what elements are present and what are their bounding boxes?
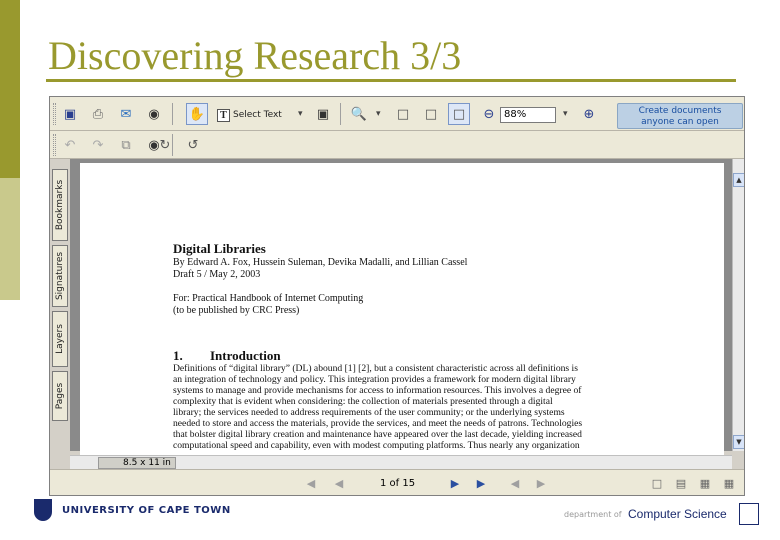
body-line: needed to store and access the materials, provide the services, and meet the needs of patrons. Technologies [173,418,583,429]
promo-line-1: Create documents [638,106,722,116]
accent-bar-light [0,178,20,300]
department-name: Computer Science [628,507,727,521]
body-line: an integration of technology and policy. This integration provides a framework for modern digital library [173,374,576,385]
tab-layers[interactable]: Layers [52,311,68,367]
go-forward-icon[interactable]: ▶ [536,477,546,490]
actual-size-icon[interactable]: □ [396,106,410,122]
document-page [80,163,724,463]
slide-title: Discovering Research 3/3 [48,33,462,78]
search-icon[interactable]: ◉ [148,106,160,122]
redo-icon[interactable]: ↷ [92,137,104,153]
facing-icon[interactable]: ▦ [699,477,711,490]
department-logo-icon [739,503,759,525]
university-name: UNIVERSITY OF CAPE TOWN [62,505,231,516]
hand-tool-icon[interactable]: ✋ [186,103,208,125]
previous-page-icon[interactable]: ◀ [334,477,344,490]
slide-footer [0,496,780,540]
save-icon[interactable]: ▣ [63,106,77,122]
toolbar-grip[interactable] [53,134,56,156]
next-page-icon[interactable]: ▶ [450,477,460,490]
first-page-icon[interactable]: ◀ [306,477,316,490]
document-title: Digital Libraries [173,241,266,256]
zoom-in-tool-icon[interactable]: 🔍 [350,106,368,122]
document-authors: By Edward A. Fox, Hussein Suleman, Devika Madalli, and Lillian Cassel [173,257,468,268]
snapshot-icon[interactable]: ▣ [316,106,330,122]
section-title: Introduction [210,348,281,363]
copy-icon[interactable]: ⧉ [121,137,131,153]
toolbar-separator [340,103,341,125]
chevron-down-icon[interactable]: ▾ [298,109,303,119]
continuous-facing-icon[interactable]: ▦ [723,477,735,490]
promo-line-2: anyone can open [641,117,719,127]
accent-bar-dark [0,0,20,178]
navigation-bar [50,469,745,496]
document-view[interactable] [70,159,732,451]
scroll-up-icon[interactable]: ▲ [733,173,745,187]
fit-width-icon[interactable]: □ [448,103,470,125]
body-line: systems to manage and provide mechanisms for access to information resources. This involves a degree of [173,385,582,396]
department-prefix: department of [564,510,622,519]
go-back-icon[interactable]: ◀ [510,477,520,490]
body-line: library; the services needed to address requirements of the user community; or the underlying systems [173,407,565,418]
toolbar-grip[interactable] [53,103,56,125]
chevron-down-icon[interactable]: ▾ [376,109,381,119]
body-line: computational speed and capability, even with modest computing platforms. Thus nearly any organization [173,440,580,451]
continuous-icon[interactable]: ▤ [675,477,687,490]
pdf-reader-window [49,96,745,496]
document-for-line: For: Practical Handbook of Internet Computing [173,293,364,304]
toolbar-secondary [50,131,745,159]
toolbar-main [50,97,745,131]
body-line: that bolster digital library creation and maintenance have appeared over the last decade, yielding increased [173,429,582,440]
select-text-label: Select Text [233,110,282,120]
find-icon[interactable]: ◉ [148,137,160,153]
document-publisher-line: (to be published by CRC Press) [173,305,300,316]
page-size-readout: 8.5 x 11 in [98,457,176,469]
zoom-out-icon[interactable]: ⊖ [483,106,495,122]
scroll-down-icon[interactable]: ▼ [733,435,745,449]
tab-pages[interactable]: Pages [52,371,68,421]
side-panel-tabs [50,159,70,465]
zoom-input[interactable]: 88% [500,107,556,123]
body-line: Definitions of “digital library” (DL) abound [1] [2], but a consistent characteristic across all definitions is [173,363,578,374]
create-documents-button[interactable] [617,103,743,129]
undo-icon[interactable]: ↶ [64,137,76,153]
email-icon[interactable]: ✉ [120,106,132,122]
rotate-left-icon[interactable]: ↻ [159,137,171,153]
print-icon[interactable]: ⎙ [92,106,104,122]
section-number: 1. [173,348,183,363]
select-text-icon: T [217,109,230,122]
last-page-icon[interactable]: ▶ [476,477,486,490]
title-underline [46,79,736,82]
fit-page-icon[interactable]: □ [424,106,438,122]
horizontal-scrollbar[interactable] [70,455,732,469]
body-line: complexity that is evident when considering: the collection of materials presented through a digital [173,396,553,407]
tab-signatures[interactable]: Signatures [52,245,68,307]
document-draft: Draft 5 / May 2, 2003 [173,269,261,280]
rotate-right-icon[interactable]: ↺ [187,137,199,153]
chevron-down-icon[interactable]: ▾ [563,109,568,119]
page-count[interactable]: 1 of 15 [380,478,416,489]
single-page-icon[interactable]: □ [651,477,663,490]
university-crest-icon [34,499,52,521]
toolbar-separator [172,103,173,125]
zoom-in-icon[interactable]: ⊕ [583,106,595,122]
tab-bookmarks[interactable]: Bookmarks [52,169,68,241]
vertical-scrollbar[interactable] [732,159,745,451]
